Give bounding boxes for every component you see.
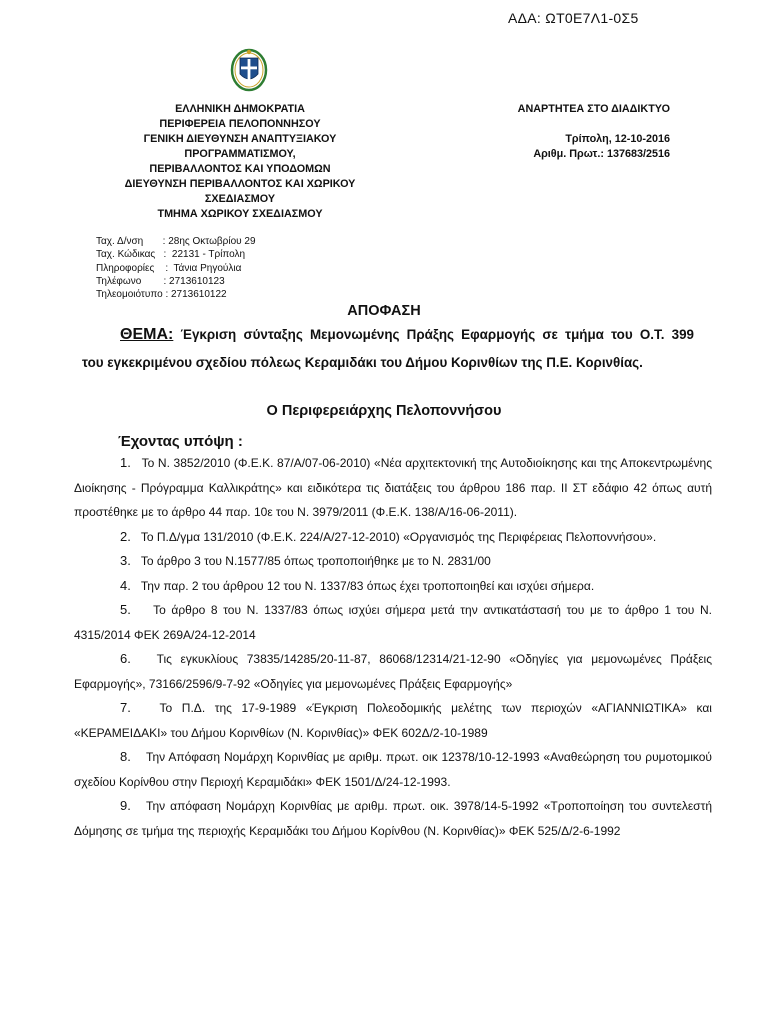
place-date: Τρίπολη, 12-10-2016 [565,133,670,145]
list-item: 6. Τις εγκυκλίους 73835/14285/20-11-87, 86068/12314/21-12-90 «Οδηγίες για μεμονωμένες Πράξεις Εφαρμογής», 73166/2596/9-7-92 «Οδηγίες για μεμονωμένες Πράξεις Εφαρμογής» [74,651,712,691]
authority-heading: Ο Περιφερειάρχης Πελοποννήσου [266,403,502,419]
contact-phone: Τηλέφωνο : 2713610123 [96,275,225,287]
issuer-line: ΣΧΕΔΙΑΣΜΟΥ [204,193,276,205]
list-item: 8. Την Απόφαση Νομάρχη Κορινθίας με αριθμ. πρωτ. οικ 12378/10-12-1993 «Αναθεώρηση του ρυμοτομικού σχεδίου Κορίνθου στην Περιοχή Κεραμιδάκι» ΦΕΚ 1501/Δ/24-12-1993. [74,749,712,789]
list-item: 9. Την απόφαση Νομάρχη Κορινθίας με αριθμ. πρωτ. οικ. 3978/14-5-1992 «Τροποποίηση του συντελεστή Δόμησης σε τμήμα της περιοχής Κεραμιδάκι του Δήμου Κορίνθου (Ν. Κορινθίας)» ΦΕΚ 525/Δ/2-6-1992 [74,798,712,838]
contact-details [96,235,256,301]
subject-text-line1: Έγκριση σύνταξης Μεμονωμένης Πράξης Εφαρμογής σε τμήμα του Ο.Τ. 399 [180,327,694,342]
contact-fax: Τηλεομοιότυπο : 2713610122 [96,289,227,301]
issuer-line: ΠΡΟΓΡΑΜΜΑΤΙΣΜΟΥ, [184,148,296,160]
issuer-line: ΤΜΗΜΑ ΧΩΡΙΚΟΥ ΣΧΕΔΙΑΣΜΟΥ [157,208,323,220]
issuer-header [108,102,372,222]
contact-address: Ταχ. Δ/νση : 28ης Οκτωβρίου 29 [96,236,256,247]
document-title: ΑΠΟΦΑΣΗ [347,303,421,319]
greek-coat-of-arms-icon [229,44,269,94]
list-item: 7. Το Π.Δ. της 17-9-1989 «Έγκριση Πολεοδομικής μελέτης των περιοχών «ΑΓΙΑΝΝΙΩΤΙΚΑ» και «ΚΕΡΑΜΕΙΔΑΚΙ» του Δήμου Κορινθίων (Ν. Κορινθίας)» ΦΕΚ 602Δ/2-10-1989 [74,700,712,740]
issuer-line: ΔΙΕΥΘΥΝΣΗ ΠΕΡΙΒΑΛΛΟΝΤΟΣ ΚΑΙ ΧΩΡΙΚΟΥ [124,178,356,190]
subject-text-line2: του εγκεκριμένου σχεδίου πόλεως Κεραμιδάκι του Δήμου Κορινθίων της Π.Ε. Κορινθίας. [82,355,643,370]
document-meta [470,102,670,162]
issuer-line: ΕΛΛΗΝΙΚΗ ΔΗΜΟΚΡΑΤΙΑ [175,103,305,115]
list-item: 2. Το Π.Δ/γμα 131/2010 (Φ.Ε.Κ. 224/Α/27-12-2010) «Οργανισμός της Περιφέρειας Πελοποννήσου». [120,528,657,544]
issuer-line: ΠΕΡΙΒΑΛΛΟΝΤΟΣ ΚΑΙ ΥΠΟΔΟΜΩΝ [149,163,331,175]
considerations-list [74,451,712,843]
considering-heading: Έχοντας υπόψη : [118,433,243,450]
list-item: 4. Την παρ. 2 του άρθρου 12 του Ν. 1337/83 όπως έχει τροποποιηθεί και ισχύει σήμερα. [120,577,595,593]
list-item: 1. Το Ν. 3852/2010 (Φ.Ε.Κ. 87/Α/07-06-2010) «Νέα αρχιτεκτονική της Αυτοδιοίκησης και της Αποκεντρωμένης Διοίκησης - Πρόγραμμα Καλλικράτης» και ειδικότερα τις διατάξεις του άρθρου 186 παρ. ΙΙ ΣΤ εδάφιο 42 όπως αυτή προστέθηκε με το άρθρο 44 παρ. 10ε του Ν. 3979/2011 (Φ.Ε.Κ. 138/Α/16-06-2011). [74,455,712,519]
issuer-line: ΓΕΝΙΚΗ ΔΙΕΥΘΥΝΣΗ ΑΝΑΠΤΥΞΙΑΚΟΥ [143,133,337,145]
subject-label: ΘΕΜΑ: [120,326,174,343]
issuer-line: ΠΕΡΙΦΕΡΕΙΑ ΠΕΛΟΠΟΝΝΗΣΟΥ [159,118,321,130]
list-item: 5. Το άρθρο 8 του Ν. 1337/83 όπως ισχύει σήμερα μετά την αντικατάστασή του με το άρθρο 1 του Ν. 4315/2014 ΦΕΚ 269Α/24-12-2014 [74,602,712,642]
contact-info-person: Πληροφορίες : Τάνια Ρηγούλια [96,262,242,274]
subject [120,326,694,344]
ada-code: ΑΔΑ: ΩΤ0Ε7Λ1-0Σ5 [508,10,639,26]
list-item: 3. Το άρθρο 3 του Ν.1577/85 όπως τροποποιήθηκε με το Ν. 2831/00 [120,553,491,568]
contact-postcode: Ταχ. Κώδικας : 22131 - Τρίπολη [96,249,246,261]
protocol-number: Αριθμ. Πρωτ.: 137683/2516 [533,148,670,160]
post-notice: ΑΝΑΡΤΗΤΕΑ ΣΤΟ ΔΙΑΔΙΚΤΥΟ [517,103,670,115]
